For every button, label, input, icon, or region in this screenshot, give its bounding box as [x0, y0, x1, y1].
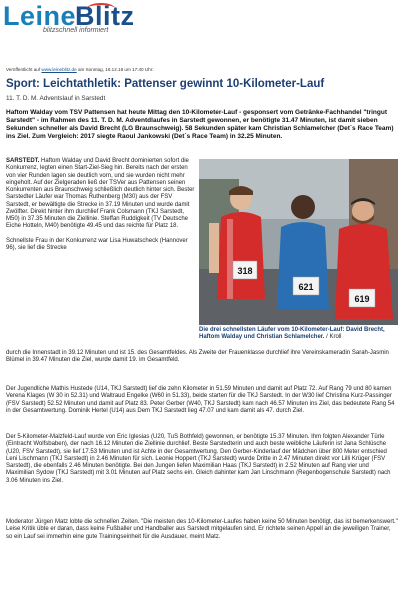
dateline: SARSTEDT.	[6, 158, 40, 164]
logo-swoosh-icon	[87, 3, 115, 14]
paragraph-1: durch die Innenstadt in 39.12 Minuten und ist 15. des Gesamtfeldes. Als Zweite der Frauenklasse durchlief ihre Vereinskameradin Sarah-Jasmin Blümel in 39.47 Minuten die Ziel, wurde damit 19. im Gesamtfeld.	[6, 350, 389, 364]
site-link[interactable]: www.leineblitz.de	[41, 67, 77, 72]
logo-slogan: blitzschnell informiert	[43, 27, 109, 34]
article-headline: Sport: Leichtathletik: Pattenser gewinnt 10-Kilometer-Lauf	[6, 78, 325, 90]
logo-word-blitz: Blitz	[75, 1, 135, 31]
column-text: Haftom Walday und David Brecht dominierten sofort die Konkurrenz, legten einen Start-Ziel-Sieg hin. Bereits nach der ersten von vier Runden lagen sie deutlich vorn, und sie wurden nicht mehr eingeholt. Auf der Zielgeraden ließ der TSVer aus Pattensen seinen Konkurrenten aus Braunschweig schließlich deutlich hinter sich. Bester Sarstedter Läufer war Thomas Ruthenberg (M30) aus der FSV Sarstedt, er bewältigte die Strecke in 37.19 Minuten und wurde damit Zwölfter. Direkt hinter ihm durchlief Frank Colsmann (TKJ Sarstedt, M50) in 37.35 Minuten die Ziellinie. Steffan Ruddigkeit (TV Deutsche Eiche Hotteln, M40) benötigte 49.45 und das reichte für Platz 18.	[6, 158, 195, 230]
logo-word-leine: Leine	[3, 1, 77, 31]
article-column-left	[6, 158, 197, 252]
bib-right: 619	[354, 294, 370, 304]
caption-text: Die drei schnellsten Läufer vom 10-Kilometer-Lauf: David Brecht, Haftom Walday und Christian Schlamelcher.	[199, 327, 385, 341]
paragraph-4: Moderator Jürgen Matz lobte die schnellen Zeiten. "Die meisten des 10-Kilometer-Laufes haben keine 50 Minuten benötigt, das ist bemerkenswert." Leise Kritik übte er daran, dass keine Fußballer und Handballer aus Sarstedt mitgelaufen sind. Er richtete seinen Appell an die jeweiligen Trainer, so ein Lauf sei immerhin eine gute Trainingseinheit für die Ausdauer, meint Matz.	[6, 519, 398, 540]
bib-left: 318	[237, 266, 253, 276]
photo-credit: / Kroll	[324, 334, 342, 341]
article-lead: Haftom Walday vom TSV Pattensen hat heute Mittag den 10-Kilometer-Lauf - gesponsert vom Getränke-Fachhandel "tringut Sarstedt" - im Rahmen des 11. T. D. M. Adventdlaufes in Sarstedt gewonnen, er benötigte 31.47 Minuten, ist damit sieben Sekunden schneller als David Brecht (LG Braunschweig). 58 Sekunden später kam Christian Schlamelcher (Det´s Race Team) ins Ziel. Zum Vergleich: 2017 siegte Raoul Jankowski (Det´s Race Team) in 32.25 Minuten.	[6, 109, 394, 140]
pub-date: am Sonntag, 16.12.18 um 17:40 Uhr:	[76, 67, 154, 72]
runners-photo-illustration	[199, 159, 398, 325]
logo-wordmark	[3, 3, 153, 29]
article-photo	[199, 159, 398, 325]
bib-center: 621	[298, 282, 314, 292]
paragraph-2: Der Jugendliche Mathis Hustede (U14, TKJ Sarstedt) lief die zehn Kilometer in 51.59 Minuten und damit auf Platz 72. Auf Rang 79 und 80 kamen Verena Klages (W 30 in 52.31) und Waltraud Engelke (W60 in 51.33), beide starten für die TKJ Sarstedt. In der W30 lief Christina Kurz-Passinger (FSV Sarstedt) 52.52 Minuten und damit auf Platz 83. Peter Gerber (W40, TKJ Sarstedt) kam nach 46.57 Minuten ins Ziel, das bedeutete Rang 54 in der Gesamtwertung. Dominik Hertel (U14) aus Dem TKJ Sarstedt lieg 47.07 und kam damit als 47. durch Ziel.	[6, 386, 395, 414]
article-subhead: 11. T. D. M. Adventslauf in Sarstedt	[6, 95, 106, 102]
publication-line	[6, 67, 154, 72]
masthead-logo[interactable]	[3, 3, 153, 45]
pub-prefix: Veröffentlicht auf	[6, 67, 42, 72]
photo-caption	[199, 327, 398, 341]
column-text-2: Schnellste Frau in der Konkurrenz war Lisa Huwatscheck (Hannover 96), sie lief die Strecke	[6, 237, 188, 251]
paragraph-3: Der 5-Kilometer-Malzfeld-Lauf wurde von Eric Iglesias (U20, TuS Bothfeld) gewonnen, er benötigte 15.37 Minuten. Ihm folgten Alexander Türle (Eintracht Wolfsbaben), der nach 16.12 Minuten die Ziellinie durchlief. Beste Sarstedterin und auch beste weibliche Läuferin ist Jana Schlüsche (U20, FSV Sarstedt), sie lief 17.53 Minuten und ist Achte in der Gesamtwertung. Den Gerber-Kinderlauf der Mädchen über 800 Meter entschied Leni Lischmann (TKJ Sarstedt) in 2.46 Minuten für sich. Leonie Hoppert (TKJ Sarstedt) wurde Dritte in 2.47 Minuten direkt vor Lilli Krüger (FSV Sarstedt), die ebenfalls 2.46 Minuten benötigte. Bei den Jungen liefen Maximilian Haas (TKJ Sarstedt) in 2.52 Minuten auf Rang vier und Maximilian Sydow (TKJ Sarstedt) mit 3.01 Minuten auf Platz sechs ein. Gleich dahinter kam Jan Linschmann (Regenbogenschule Sarstedt) nach 3.06 Minuten ins Ziel.	[6, 434, 391, 484]
